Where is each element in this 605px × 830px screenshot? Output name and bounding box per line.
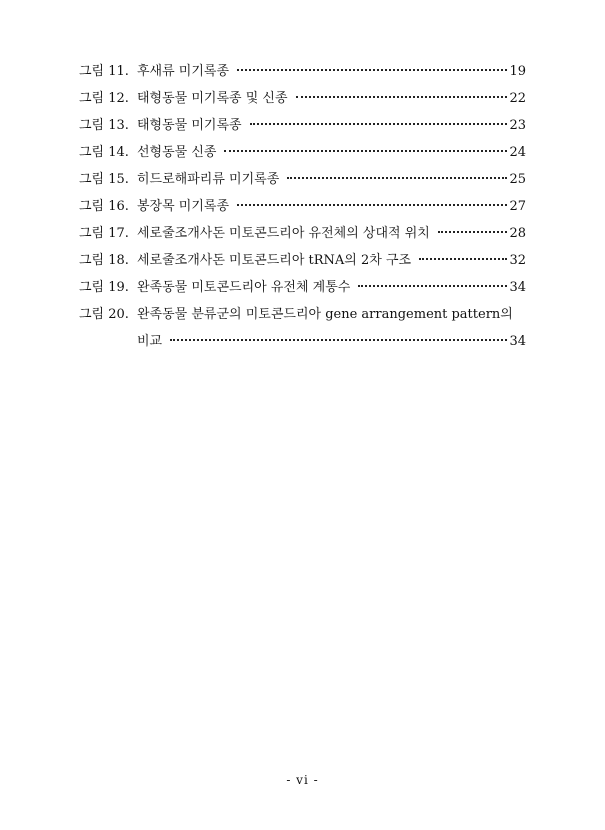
toc-entry[interactable] <box>79 193 526 220</box>
page-number: 27 <box>509 199 526 214</box>
toc-entry[interactable] <box>79 220 526 247</box>
toc-entry[interactable] <box>79 166 526 193</box>
page-number: 24 <box>509 145 526 160</box>
figure-number: 그림 20. <box>79 307 129 322</box>
dot-leader <box>296 96 508 98</box>
dot-leader <box>250 123 508 125</box>
figure-title: 완족동물 미토콘드리아 유전체 계통수 <box>137 280 351 295</box>
figure-number: 그림 16. <box>79 199 129 214</box>
page-number: 32 <box>509 253 526 268</box>
figure-number: 그림 15. <box>79 172 129 187</box>
dot-leader <box>237 204 507 206</box>
page-number: 28 <box>509 226 526 241</box>
dot-leader <box>224 150 507 152</box>
figure-number: 그림 19. <box>79 280 129 295</box>
figure-number: 그림 17. <box>79 226 129 241</box>
dot-leader <box>438 231 508 233</box>
figure-number: 그림 13. <box>79 118 129 133</box>
page-number: 22 <box>509 91 526 106</box>
page-number: 34 <box>509 280 526 295</box>
figure-title: 세로줄조개사돈 미토콘드리아 tRNA의 2차 구조 <box>137 253 412 268</box>
figure-title: 세로줄조개사돈 미토콘드리아 유전체의 상대적 위치 <box>137 226 430 241</box>
figure-number: 그림 12. <box>79 91 129 106</box>
dot-leader <box>170 339 507 341</box>
dot-leader <box>419 258 507 260</box>
toc-entry-continuation[interactable] <box>79 328 526 355</box>
toc-entry[interactable] <box>79 301 526 328</box>
page-number: 19 <box>509 64 526 79</box>
figure-title: 선형동물 신종 <box>137 145 217 160</box>
figure-number: 그림 18. <box>79 253 129 268</box>
dot-leader <box>237 69 507 71</box>
figure-title: 히드로해파리류 미기록종 <box>137 172 280 187</box>
figure-title: 태형동물 미기록종 및 신종 <box>137 91 288 106</box>
page-number: 23 <box>509 118 526 133</box>
toc-entry[interactable] <box>79 139 526 166</box>
dot-leader <box>358 285 507 287</box>
toc-entry[interactable] <box>79 85 526 112</box>
figure-title: 태형동물 미기록종 <box>137 118 242 133</box>
figure-title: 완족동물 분류군의 미토콘드리아 gene arrangement pattern의 <box>137 307 513 322</box>
toc-entry[interactable] <box>79 274 526 301</box>
figure-title: 후새류 미기록종 <box>137 64 230 79</box>
page-number-footer: - vi - <box>286 773 319 787</box>
figure-title: 봉장목 미기록종 <box>137 199 230 214</box>
toc-entry[interactable] <box>79 112 526 139</box>
figure-list <box>79 58 526 355</box>
figure-number: 그림 14. <box>79 145 129 160</box>
figure-title-continued: 비교 <box>137 334 163 349</box>
toc-entry[interactable] <box>79 58 526 85</box>
toc-entry[interactable] <box>79 247 526 274</box>
dot-leader <box>287 177 507 179</box>
page-number: 25 <box>509 172 526 187</box>
figure-number: 그림 11. <box>79 64 129 79</box>
page-number: 34 <box>509 334 526 349</box>
